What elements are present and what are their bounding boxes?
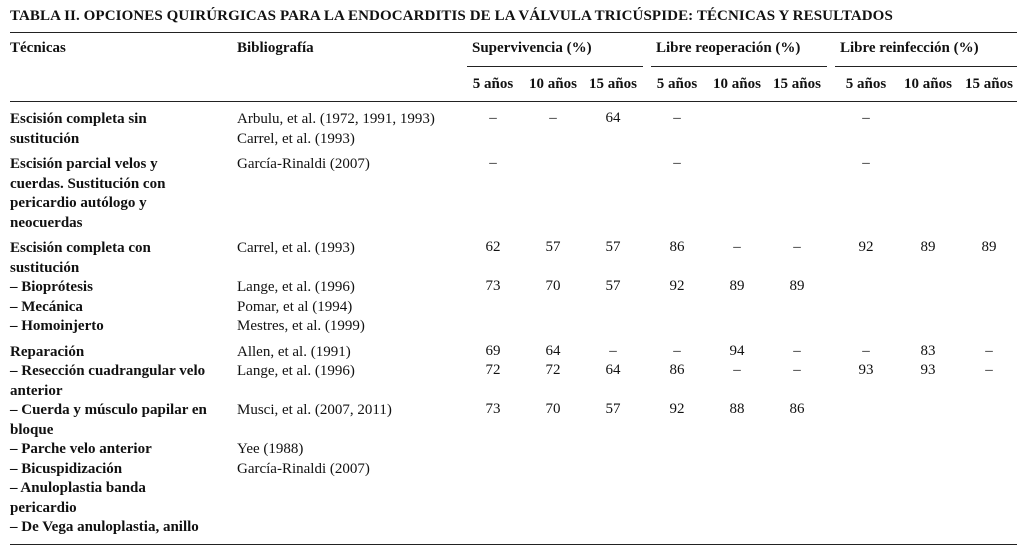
value-cell: 93 [920, 362, 936, 378]
value-cell: – [793, 239, 801, 255]
row-technique [10, 440, 152, 460]
bibliography-line: Mestres, et al. (1999) [237, 318, 365, 334]
row-bibliography [237, 362, 355, 382]
year-header-cell: 10 años [713, 76, 761, 92]
bibliography-line: Yee (1988) [237, 441, 304, 457]
year-header-cell: 15 años [589, 76, 637, 92]
technique-line: Escisión completa sin [10, 111, 147, 127]
row-technique [10, 298, 83, 318]
row-technique [10, 460, 122, 480]
technique-line: – Anuloplastia banda [10, 480, 146, 496]
row-bibliography [237, 401, 392, 421]
header-libre-reoperacion: Libre reoperación (%) [656, 40, 801, 56]
value-cell: 86 [789, 401, 805, 417]
row-bibliography [237, 239, 355, 259]
technique-line: – Cuerda y músculo papilar en [10, 402, 207, 418]
technique-line: – Homoinjerto [10, 318, 104, 334]
bibliography-line: Arbulu, et al. (1972, 1991, 1993) [237, 111, 435, 127]
value-cell: 83 [920, 343, 936, 359]
year-header-cell: 15 años [773, 76, 821, 92]
year-header-cell: 15 años [965, 76, 1013, 92]
bibliography-line: García-Rinaldi (2007) [237, 156, 370, 172]
year-header-cell: 5 años [472, 76, 514, 92]
row-technique [10, 155, 165, 233]
value-cell: – [489, 110, 497, 126]
bibliography-line: Lange, et al. (1996) [237, 279, 355, 295]
technique-line: – Bicuspidización [10, 461, 123, 477]
row-bibliography [237, 110, 435, 149]
header-supervivencia: Supervivencia (%) [472, 40, 592, 56]
value-cell: – [862, 155, 870, 171]
value-cell: 69 [485, 343, 501, 359]
value-cell: – [733, 239, 741, 255]
group-underline-reinfeccion [835, 66, 1017, 67]
value-cell: 57 [605, 278, 621, 294]
technique-line: anterior [10, 382, 63, 399]
technique-line: bloque [10, 421, 54, 438]
value-cell: 64 [545, 343, 561, 359]
row-bibliography [237, 298, 352, 318]
value-cell: 89 [729, 278, 745, 294]
value-cell: 70 [545, 278, 561, 294]
year-header-cell: 10 años [904, 76, 952, 92]
value-cell: – [862, 110, 870, 126]
value-cell: – [673, 155, 681, 171]
value-cell: – [733, 362, 741, 378]
value-cell: 92 [669, 278, 685, 294]
bibliography-line: Lange, et al. (1996) [237, 363, 355, 379]
value-cell: – [985, 343, 993, 359]
value-cell: 57 [605, 239, 621, 255]
bibliography-line: Musci, et al. (2007, 2011) [237, 402, 392, 418]
value-cell: – [673, 343, 681, 359]
value-cell: 86 [669, 362, 685, 378]
header-tecnicas: Técnicas [10, 40, 66, 56]
year-header-cell: 5 años [845, 76, 887, 92]
value-cell: 73 [485, 278, 501, 294]
value-cell: 86 [669, 239, 685, 255]
header-rule [10, 101, 1017, 102]
row-bibliography [237, 155, 370, 175]
value-cell: 89 [789, 278, 805, 294]
technique-line: – Bioprótesis [10, 279, 93, 295]
table-title: TABLA II. OPCIONES QUIRÚRGICAS PARA LA ENDOCARDITIS DE LA VÁLVULA TRICÚSPIDE: TÉCNICAS Y RESULTADOS [10, 8, 893, 24]
value-cell: – [609, 343, 617, 359]
bottom-rule [10, 544, 1017, 545]
top-rule [10, 32, 1017, 33]
header-libre-reinfeccion: Libre reinfección (%) [840, 40, 979, 56]
row-technique [10, 401, 207, 440]
value-cell: 89 [981, 239, 997, 255]
value-cell: – [673, 110, 681, 126]
value-cell: – [793, 343, 801, 359]
value-cell: 92 [669, 401, 685, 417]
row-technique [10, 317, 104, 337]
row-technique [10, 239, 151, 278]
value-cell: 72 [485, 362, 501, 378]
technique-line: Reparación [10, 344, 85, 360]
bibliography-line: Carrel, et al. (1993) [237, 240, 355, 256]
header-bibliografia: Bibliografía [237, 40, 314, 56]
technique-line: sustitución [10, 130, 80, 147]
row-bibliography [237, 460, 370, 480]
bibliography-line: García-Rinaldi (2007) [237, 461, 370, 477]
value-cell: 57 [545, 239, 561, 255]
group-underline-supervivencia [467, 66, 643, 67]
technique-line: Escisión completa con [10, 240, 151, 256]
row-technique [10, 110, 147, 149]
value-cell: – [985, 362, 993, 378]
row-bibliography [237, 278, 355, 298]
technique-line: pericardio autólogo y [10, 195, 147, 211]
value-cell: 93 [858, 362, 874, 378]
row-technique [10, 343, 84, 363]
year-header-cell: 5 años [656, 76, 698, 92]
row-bibliography [237, 317, 365, 337]
technique-line: neocuerdas [10, 214, 83, 231]
row-technique [10, 278, 93, 298]
technique-line: – Mecánica [10, 299, 83, 315]
technique-line: cuerdas. Sustitución con [10, 175, 166, 192]
value-cell: 62 [485, 239, 501, 255]
row-technique [10, 362, 205, 401]
technique-line: sustitución [10, 259, 80, 276]
value-cell: 64 [605, 362, 621, 378]
value-cell: 57 [605, 401, 621, 417]
value-cell: 89 [920, 239, 936, 255]
technique-line: – De Vega anuloplastia, anillo [10, 519, 199, 535]
row-technique [10, 518, 199, 538]
value-cell: 64 [605, 110, 621, 126]
row-technique [10, 479, 146, 518]
value-cell: 73 [485, 401, 501, 417]
year-header-cell: 10 años [529, 76, 577, 92]
value-cell: 92 [858, 239, 874, 255]
technique-line: – Resección cuadrangular velo [10, 363, 206, 379]
value-cell: 88 [729, 401, 745, 417]
bibliography-line: Allen, et al. (1991) [237, 344, 351, 360]
bibliography-line: Carrel, et al. (1993) [237, 130, 355, 147]
value-cell: 94 [729, 343, 745, 359]
row-bibliography [237, 343, 351, 363]
value-cell: – [793, 362, 801, 378]
value-cell: – [489, 155, 497, 171]
value-cell: 70 [545, 401, 561, 417]
group-underline-reoperacion [651, 66, 827, 67]
technique-line: – Parche velo anterior [10, 441, 152, 457]
value-cell: – [862, 343, 870, 359]
bibliography-line: Pomar, et al (1994) [237, 299, 353, 315]
value-cell: 72 [545, 362, 561, 378]
technique-line: Escisión parcial velos y [10, 156, 158, 172]
row-bibliography [237, 440, 303, 460]
technique-line: pericardio [10, 499, 77, 516]
value-cell: – [549, 110, 557, 126]
